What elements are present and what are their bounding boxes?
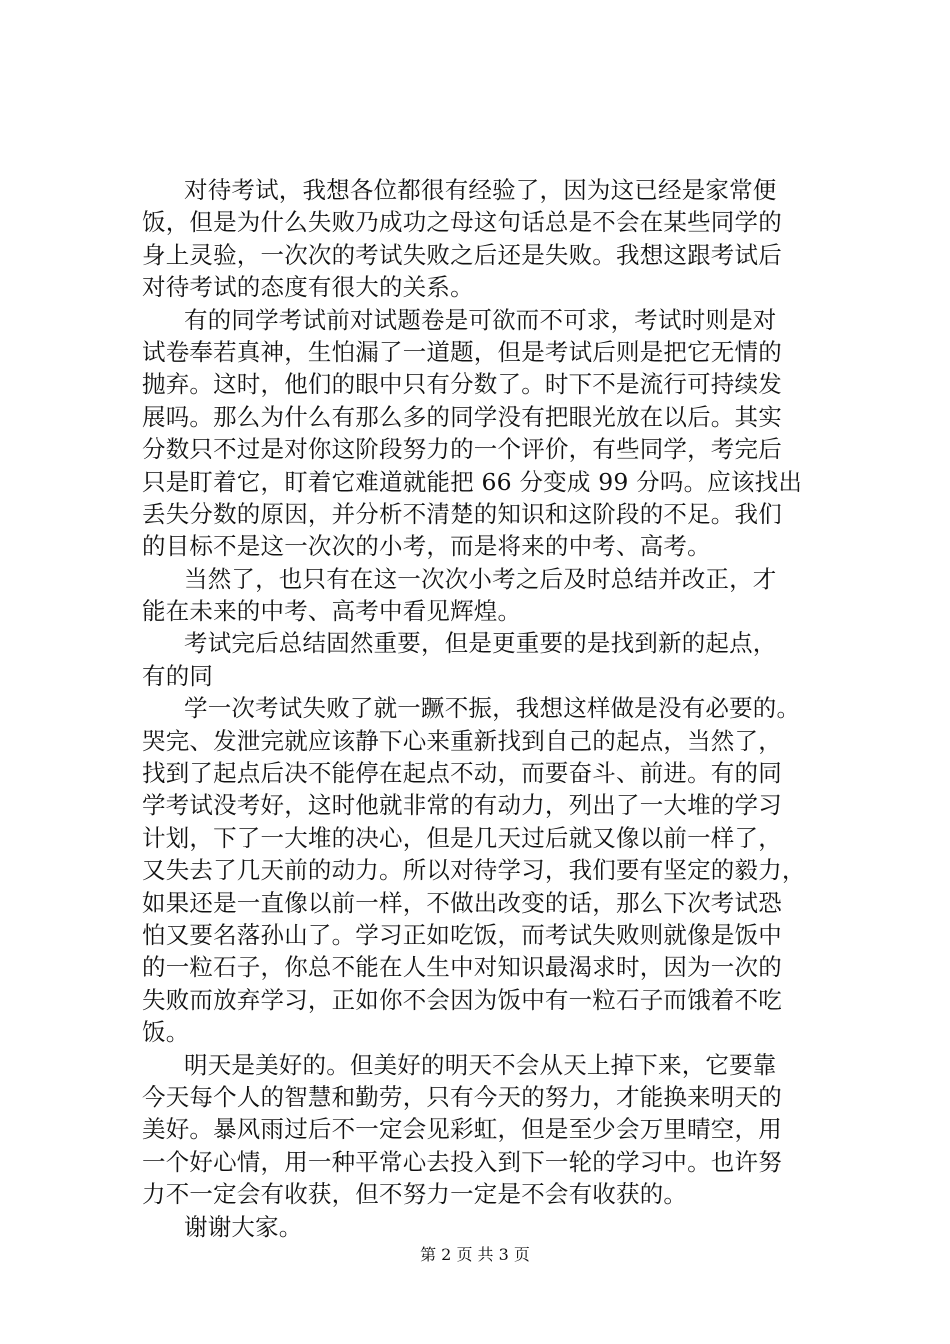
text-line: 力不一定会有收获，但不努力一定是不会有收获的。 <box>142 1180 688 1209</box>
text-line: 美好。暴风雨过后不一定会见彩虹，但是至少会万里晴空，用 <box>142 1115 782 1144</box>
page-footer: 第 2 页 共 3 页 <box>420 1245 530 1264</box>
text-line: 能在未来的中考、高考中看见辉煌。 <box>142 597 522 626</box>
text-line: 怕又要名落孙山了。学习正如吃饭，而考试失败则就像是饭中 <box>142 920 782 949</box>
text-line: 谢谢大家。 <box>184 1212 303 1241</box>
text-line: 又失去了几天前的动力。所以对待学习，我们要有坚定的毅力， <box>142 856 806 885</box>
body-text <box>142 174 832 1243</box>
text-line: 今天每个人的智慧和勤劳，只有今天的努力，才能换来明天的 <box>142 1082 782 1111</box>
text-line: 明天是美好的。但美好的明天不会从天上掉下来，它要靠 <box>184 1050 777 1079</box>
text-line: 有的同学考试前对试题卷是可欲而不可求，考试时则是对 <box>184 305 777 334</box>
text-line: 有的同 <box>142 661 214 690</box>
text-line: 失败而放弃学习，正如你不会因为饭中有一粒石子而饿着不吃 <box>142 985 782 1014</box>
text-line: 对待考试，我想各位都很有经验了，因为这已经是家常便 <box>184 176 777 204</box>
text-line: 饭，但是为什么失败乃成功之母这句话总是不会在某些同学的 <box>142 208 782 237</box>
text-line: 计划，下了一大堆的决心，但是几天过后就又像以前一样了， <box>142 823 782 852</box>
text-line: 考试完后总结固然重要，但是更重要的是找到新的起点， <box>184 629 777 658</box>
text-line: 一个好心情，用一种平常心去投入到下一轮的学习中。也许努 <box>142 1147 782 1176</box>
text-line: 学一次考试失败了就一蹶不振，我想这样做是没有必要的。 <box>184 694 801 723</box>
text-line: 丢失分数的原因，并分析不清楚的知识和这阶段的不足。我们 <box>142 499 782 528</box>
text-line: 抛弃。这时，他们的眼中只有分数了。时下不是流行可持续发 <box>142 370 782 399</box>
text-line: 的目标不是这一次次的小考，而是将来的中考、高考。 <box>142 532 711 561</box>
text-line: 试卷奉若真神，生怕漏了一道题，但是考试后则是把它无情的 <box>142 337 782 366</box>
text-line: 的一粒石子，你总不能在人生中对知识最渴求时，因为一次的 <box>142 953 782 982</box>
text-line: 如果还是一直像以前一样，不做出改变的话，那么下次考试恐 <box>142 888 782 917</box>
text-line: 对待考试的态度有很大的关系。 <box>142 273 474 302</box>
text-line: 饭。 <box>142 1018 190 1047</box>
text-line: 展吗。那么为什么有那么多的同学没有把眼光放在以后。其实 <box>142 402 782 431</box>
text-line: 当然了，也只有在这一次次小考之后及时总结并改正，才 <box>184 564 777 593</box>
text-line: 哭完、发泄完就应该静下心来重新找到自己的起点，当然了， <box>142 726 782 755</box>
text-line: 只是盯着它，盯着它难道就能把 66 分变成 99 分吗。应该找出 <box>142 467 803 496</box>
text-line: 学考试没考好，这时他就非常的有动力，列出了一大堆的学习 <box>142 791 782 820</box>
text-line: 分数只不过是对你这阶段努力的一个评价，有些同学，考完后 <box>142 435 782 464</box>
text-line: 找到了起点后决不能停在起点不动，而要奋斗、前进。有的同 <box>142 759 782 788</box>
text-line: 身上灵验，一次次的考试失败之后还是失败。我想这跟考试后 <box>142 240 782 269</box>
